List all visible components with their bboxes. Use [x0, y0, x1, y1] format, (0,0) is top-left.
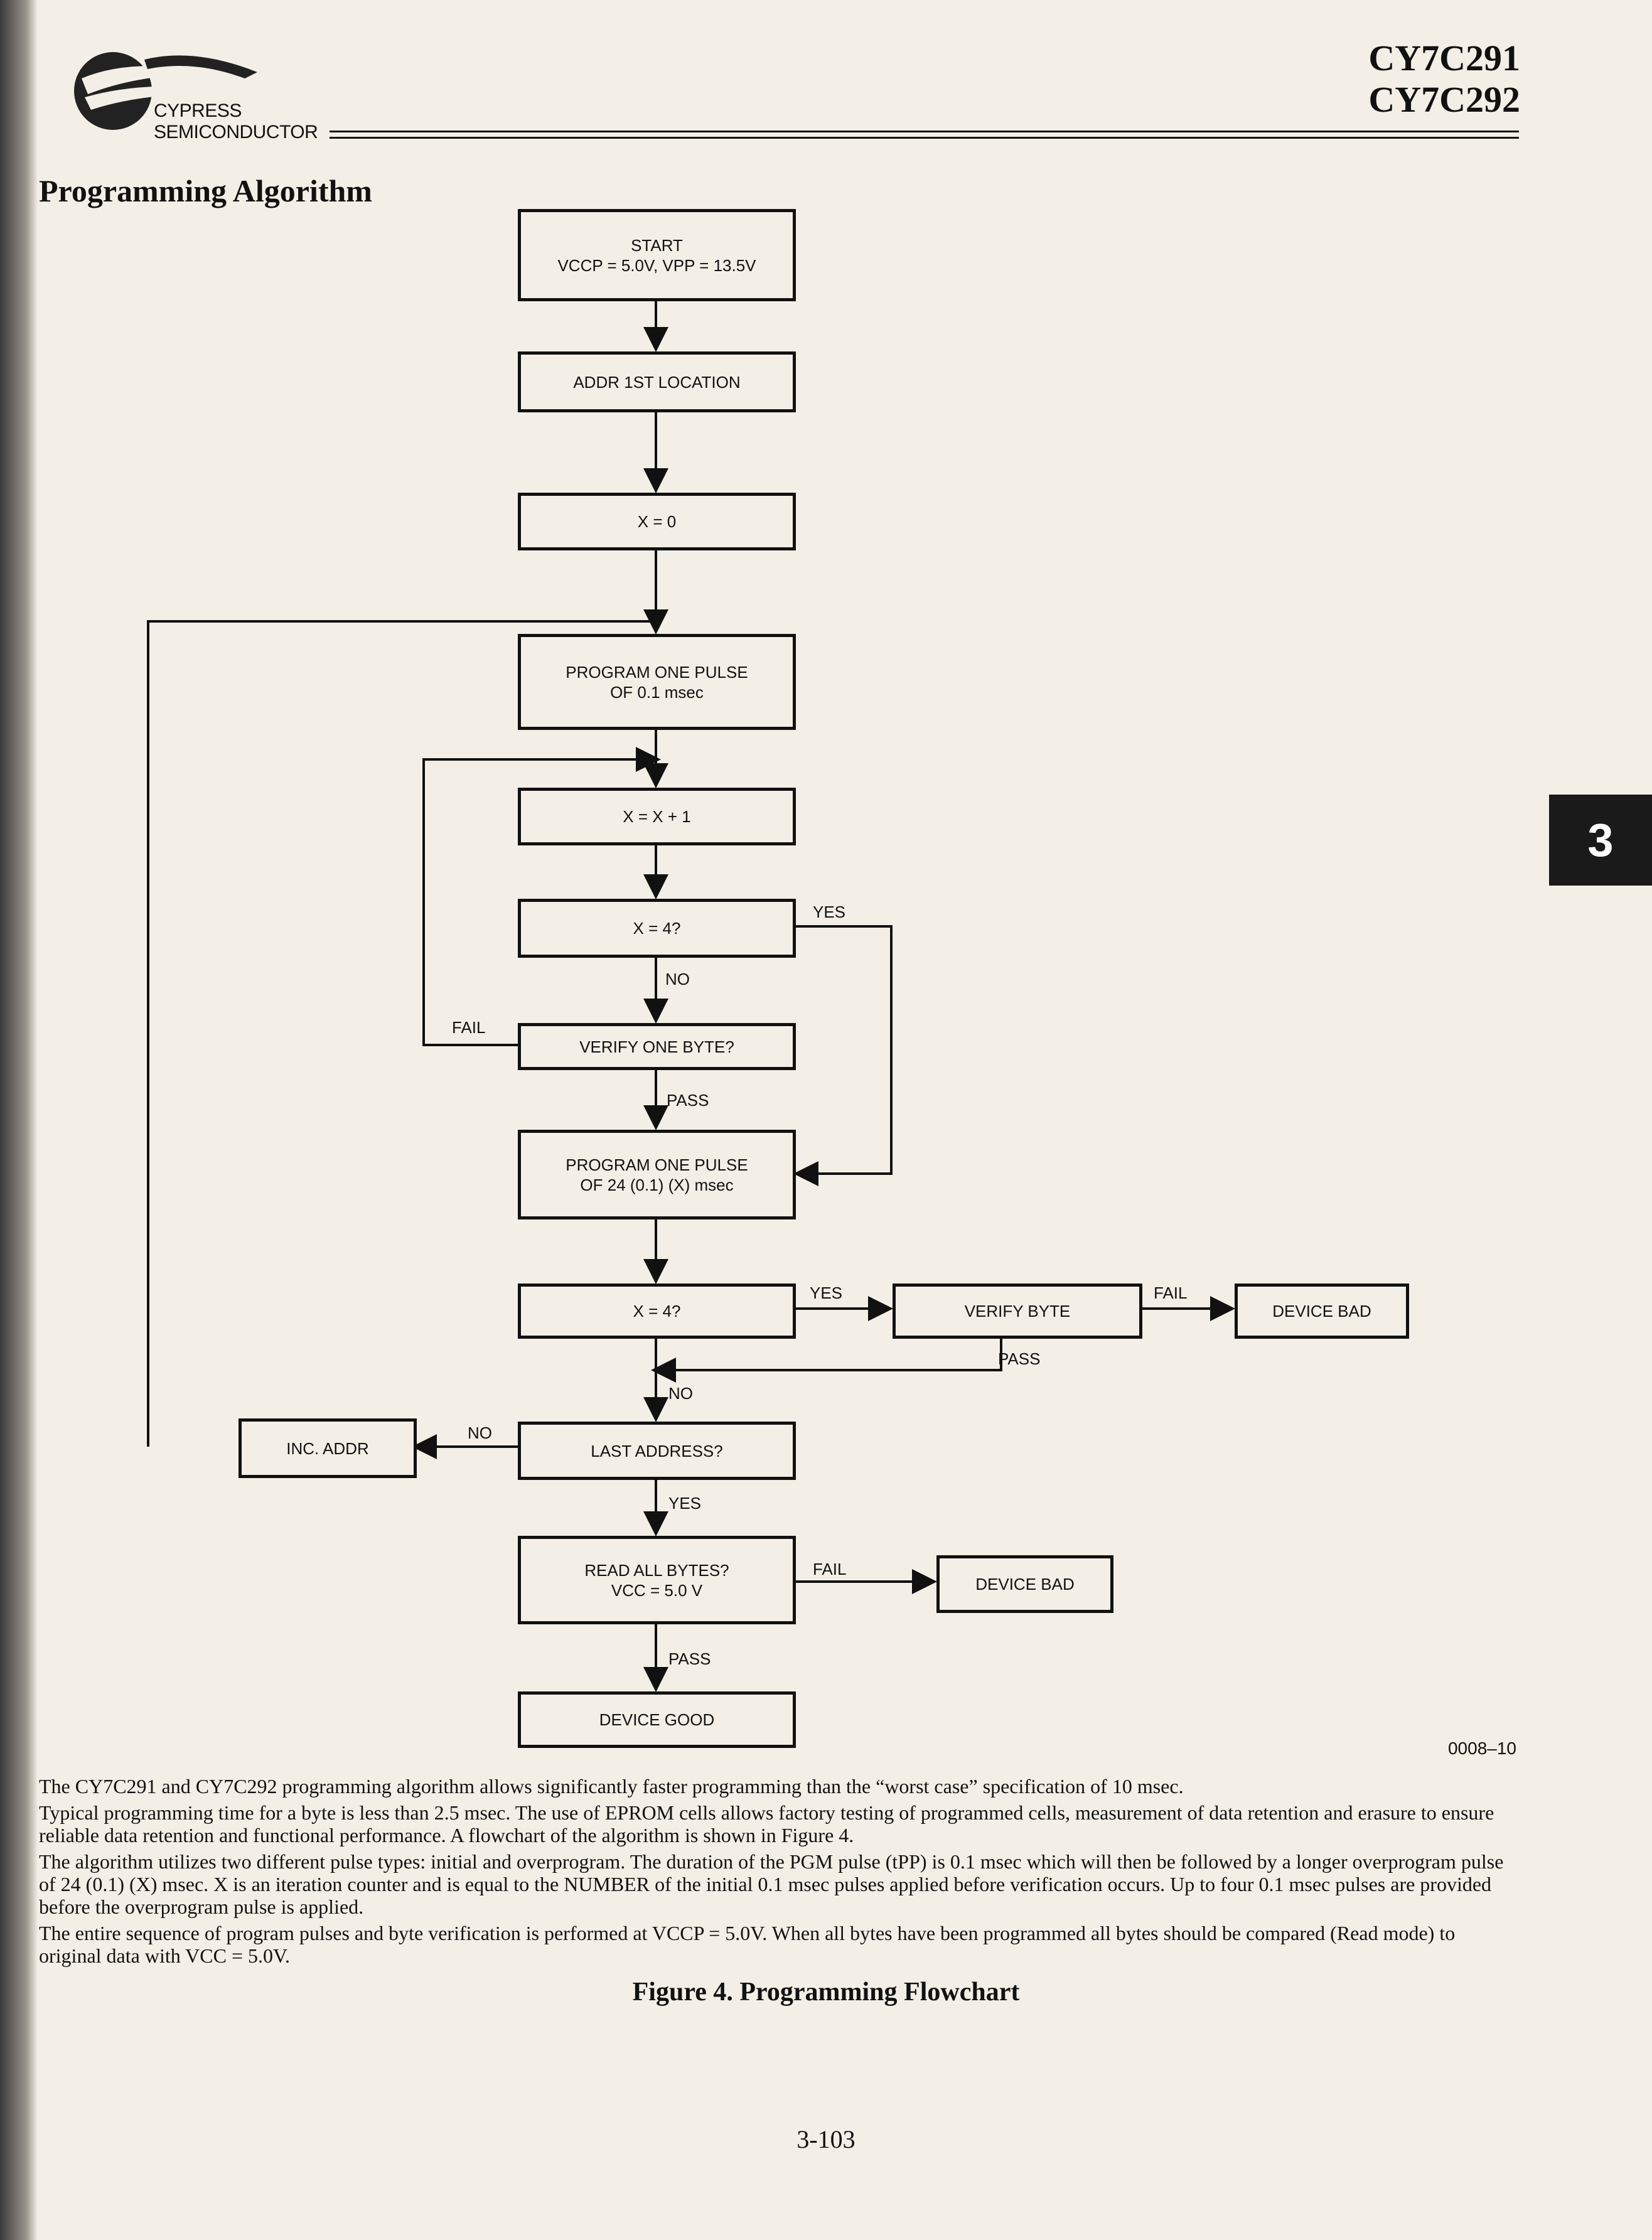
addr-first-box — [518, 351, 796, 412]
label-yes-2: YES — [810, 1283, 843, 1302]
program-pulse-line1: PROGRAM ONE PULSE — [566, 662, 748, 682]
verify-one-text: VERIFY ONE BYTE? — [579, 1037, 734, 1056]
paragraph-4: The entire sequence of program pulses and byte verification is performed at VCCP = 5.0V. When all bytes have been programmed all bytes should be compared (Read mode) to original data with VCC = 5.0V. — [39, 1922, 1456, 1967]
label-yes-1: YES — [813, 903, 846, 921]
logo-line-2: SEMICONDUCTOR — [154, 122, 318, 142]
overprogram-line2: OF 24 (0.1) (X) msec — [580, 1175, 734, 1194]
body-text — [39, 1775, 1520, 1971]
last-address-text: LAST ADDRESS? — [591, 1441, 723, 1460]
label-no-1: NO — [665, 970, 690, 989]
part-number-2: CY7C292 — [1368, 79, 1520, 120]
overprogram-line1: PROGRAM ONE PULSE — [566, 1155, 748, 1174]
device-good-text: DEVICE GOOD — [599, 1710, 715, 1729]
label-fail-1: FAIL — [452, 1018, 486, 1037]
chapter-tab: 3 — [1549, 795, 1652, 886]
part-number-1: CY7C291 — [1368, 38, 1520, 78]
x-check-2-box — [518, 1283, 796, 1339]
x-check-text: X = 4? — [633, 919, 681, 938]
label-yes-3: YES — [668, 1494, 702, 1513]
section-title: Programming Algorithm — [39, 173, 372, 208]
label-pass-2: PASS — [998, 1349, 1041, 1368]
addr-first-text: ADDR 1ST LOCATION — [573, 372, 741, 392]
x-check-box — [518, 899, 796, 958]
start-detail: VCCP = 5.0V, VPP = 13.5V — [557, 255, 756, 275]
verify-byte-box — [893, 1283, 1142, 1339]
paragraph-2: Typical programming time for a byte is less than 2.5 msec. The use of EPROM cells allows factory testing of programmed cells, measurement of data retention and erasure to ensure reliable data retention and functional performance. A flowchart of the algorithm is shown in Figure 4. — [39, 1801, 1494, 1846]
program-pulse-line2: OF 0.1 msec — [610, 682, 704, 702]
paragraph-1: The CY7C291 and CY7C292 programming algorithm allows significantly faster programming than the “worst case” specification of 10 msec. — [39, 1775, 1184, 1798]
label-pass-3: PASS — [668, 1649, 711, 1668]
last-address-box — [518, 1422, 796, 1480]
program-pulse-box — [518, 634, 796, 730]
start-title: START — [631, 235, 683, 255]
label-fail-2: FAIL — [1154, 1283, 1188, 1302]
verify-byte-text: VERIFY BYTE — [964, 1302, 1071, 1321]
read-all-line1: READ ALL BYTES? — [584, 1560, 729, 1580]
figure-id: 0008–10 — [1447, 1739, 1516, 1758]
x-check-2-text: X = 4? — [633, 1302, 681, 1321]
read-all-box — [518, 1536, 796, 1624]
label-fail-3: FAIL — [813, 1560, 847, 1578]
figure-caption: Figure 4. Programming Flowchart — [632, 1978, 1020, 2007]
start-box — [518, 209, 796, 301]
label-no-2: NO — [668, 1384, 693, 1403]
paragraph-3: The algorithm utilizes two different pulse types: initial and overprogram. The duration of the PGM pulse (tPP) is 0.1 msec which will then be followed by a longer overprogram pulse of 24 (0.1) (X) msec. X is an iteration counter and is equal to the NUMBER of the initial 0.1 msec pulses applied before verification occurs. Up to four 0.1 msec pulses are provided before the overprogram pulse is applied. — [39, 1850, 1504, 1918]
device-bad-2-text: DEVICE BAD — [975, 1575, 1075, 1594]
device-good-box — [518, 1691, 796, 1748]
label-pass-1: PASS — [667, 1091, 709, 1110]
x-zero-text: X = 0 — [637, 512, 677, 531]
device-bad-2-box — [936, 1555, 1113, 1613]
device-bad-1-box — [1235, 1283, 1409, 1339]
verify-one-box — [518, 1023, 796, 1070]
label-no-3: NO — [468, 1423, 492, 1442]
x-increment-box — [518, 788, 796, 845]
overprogram-box — [518, 1130, 796, 1219]
inc-addr-text: INC. ADDR — [286, 1439, 369, 1458]
read-all-line2: VCC = 5.0 V — [611, 1580, 703, 1600]
device-bad-1-text: DEVICE BAD — [1272, 1302, 1371, 1321]
inc-addr-box — [239, 1418, 417, 1478]
page-number: 3-103 — [796, 2125, 856, 2153]
x-increment-text: X = X + 1 — [623, 807, 691, 826]
logo-line-1: CYPRESS — [154, 100, 242, 121]
x-zero-box — [518, 493, 796, 550]
